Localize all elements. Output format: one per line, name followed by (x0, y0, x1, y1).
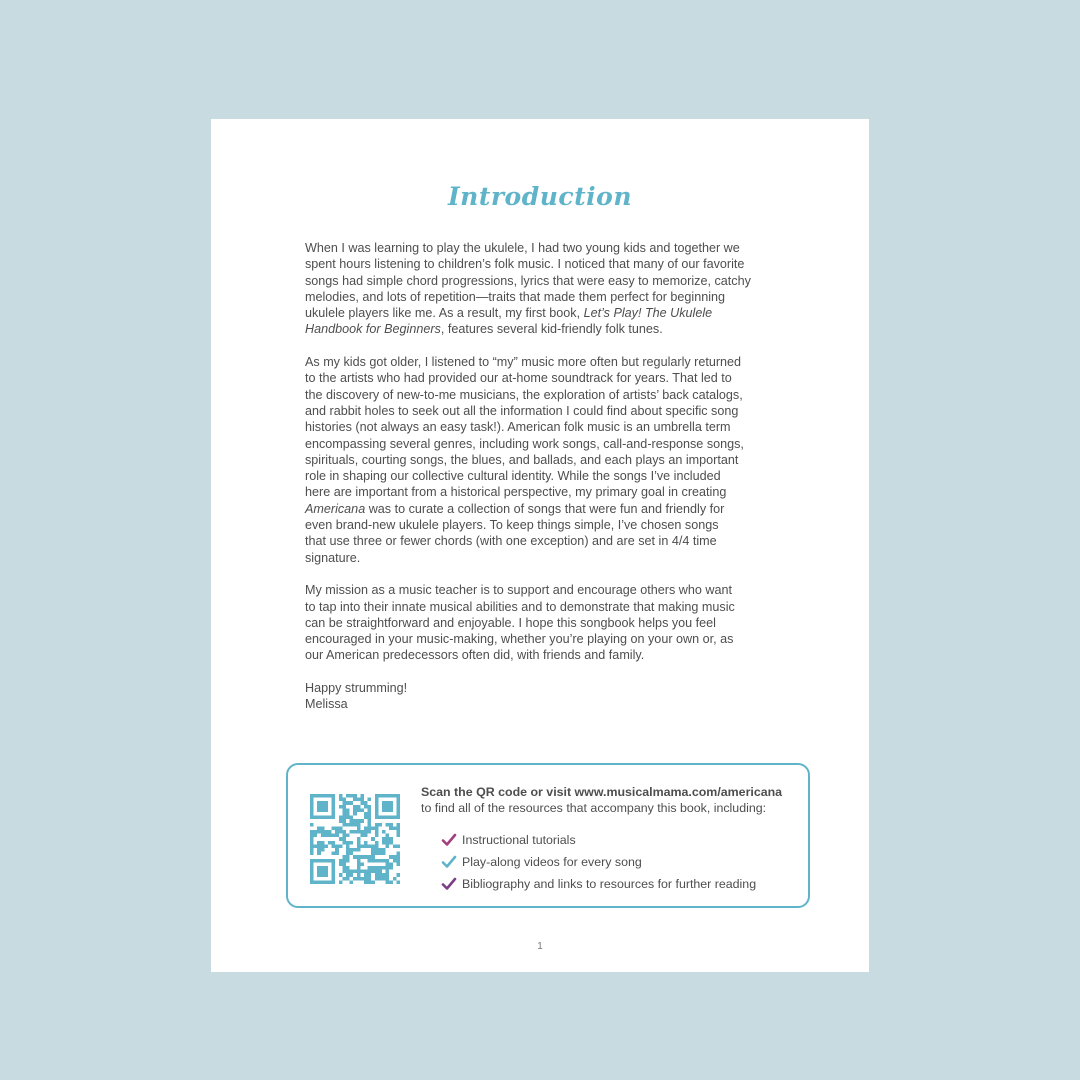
checkmark-icon (441, 832, 457, 848)
resources-box (286, 763, 810, 908)
resources-text (421, 785, 801, 816)
intro-body (305, 240, 757, 713)
resources-headline[interactable]: Scan the QR code or visit www.musicalmama.com/americana (421, 785, 783, 799)
resources-list (441, 829, 756, 895)
list-item (441, 851, 756, 873)
signoff: Happy strumming! (305, 681, 408, 696)
list-item-label: Play-along videos for every song (462, 855, 642, 869)
checkmark-icon (441, 876, 457, 892)
list-item (441, 873, 756, 895)
signature: Melissa (305, 697, 348, 712)
qr-code-icon[interactable] (310, 794, 400, 884)
page-title: Introduction (447, 182, 633, 211)
page-number: 1 (537, 941, 543, 952)
paragraph-2: As my kids got older, I listened to “my” music more often but regularly returned to the artists who had provided our at-home soundtrack for years. That led to the discovery of new-to-me musicians, the exploration of artists’ back catalogs, and rabbit holes to seek out all the information I could find about specific song histories (not always an easy task!). American folk music is an umbrella term encompassing several genres, including work songs, call-and-response songs, spirituals, courting songs, the blues, and ballads, and each plays an important role in shaping our collective cultural identity. While the songs I’ve included here are important from a historical perspective, my primary goal in creating Americana was to curate a collection of songs that were fun and friendly for even brand-new ukulele players. To keep things simple, I’ve chosen songs that use three or fewer chords (with one exception) and are set in 4/4 time signature. (305, 355, 744, 565)
resources-subline: to find all of the resources that accompany this book, including: (421, 800, 767, 815)
checkmark-icon (441, 854, 457, 870)
list-item-label: Bibliography and links to resources for further reading (462, 877, 757, 891)
paragraph-1: When I was learning to play the ukulele, I had two young kids and together we spent hours listening to children’s folk music. I noticed that many of our favorite songs had simple chord progressions, lyrics that were easy to memorize, catchy melodies, and lots of repetition—traits that made them perfect for beginning ukulele players like me. As a result, my first book, Let’s Play! The Ukulele Handbook for Beginners, features several kid-friendly folk tunes. (305, 241, 751, 337)
list-item (441, 829, 756, 851)
list-item-label: Instructional tutorials (462, 833, 576, 847)
paragraph-3: My mission as a music teacher is to support and encourage others who want to tap into their innate musical abilities and to demonstrate that making music can be straightforward and enjoyable. I hope this songbook helps you feel encouraged in your music-making, whether you’re playing on your own or, as our American predecessors often did, with friends and family. (305, 583, 735, 663)
